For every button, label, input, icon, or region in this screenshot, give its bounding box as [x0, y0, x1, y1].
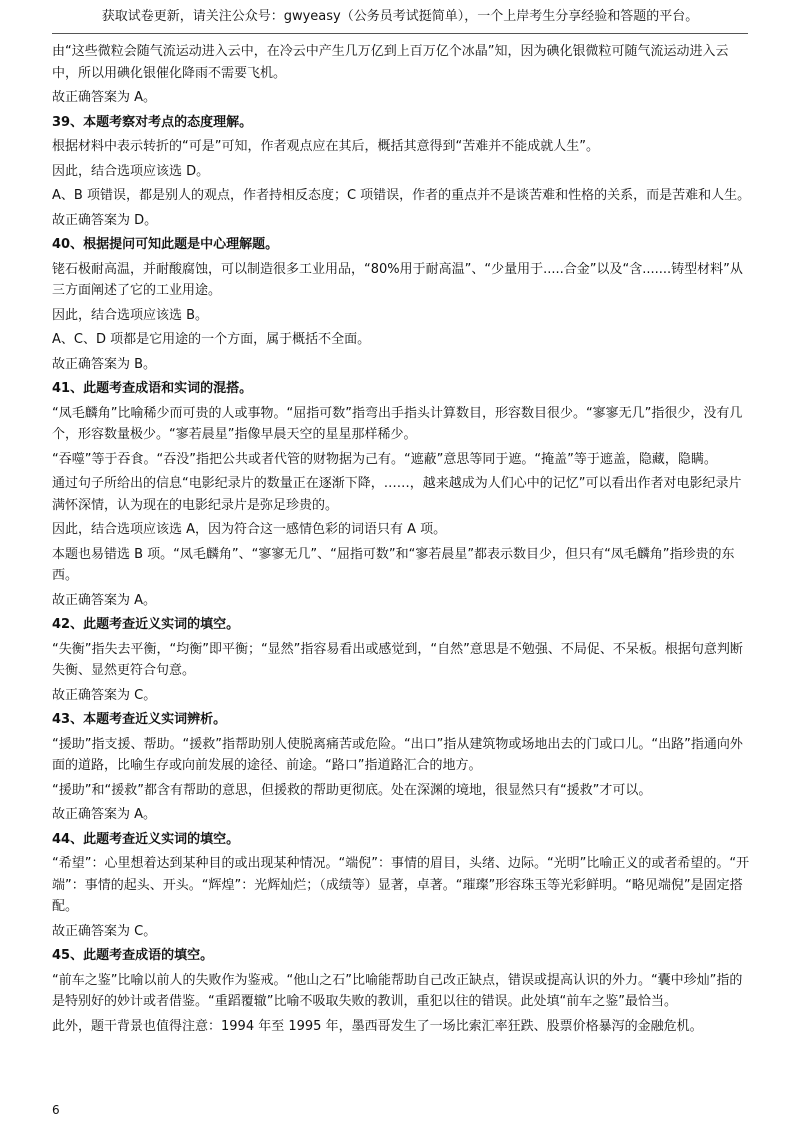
question-heading: 42、此题考查近义实词的填空。 — [52, 617, 240, 632]
paragraph: 故正确答案为 B。 — [52, 356, 157, 372]
paragraph: “希望”：心里想着达到某种目的或出现某种情况。“端倪”：事情的眉目，头绪、边际。“光明”比喻正义的或者希望的。“开端”：事情的起头、开头。“辉煌”：光辉灿烂；（成绩等）显著，卓著。“璀璨”形容珠玉等光彩鲜明。“略见端倪”是固定搭配。 — [52, 856, 750, 914]
paragraph: “凤毛麟角”比喻稀少而可贵的人或事物。“屈指可数”指弯出手指头计算数目，形容数目很少。“寥寥无几”指很少，没有几个，形容数量极少。“寥若晨星”指像早晨天空的星星那样稀少。 — [52, 405, 743, 442]
paragraph: A、B 项错误，都是别人的观点，作者持相反态度；C 项错误，作者的重点并不是谈苦难和性格的关系，而是苦难和人生。 — [52, 188, 751, 203]
header-text: 获取试卷更新，请关注公众号：gwyeasy（公务员考试挺简单），一个上岸考生分享经验和答题的平台。 — [101, 9, 699, 24]
answer-explanations — [52, 41, 752, 1037]
question-heading: 43、本题考查近义实词辨析。 — [52, 712, 227, 727]
paragraph: 通过句子所给出的信息“电影纪录片的数量正在逐渐下降，……，越来越成为人们心中的记忆”可以看出作者对电影纪录片满怀深情，认为现在的电影纪录片是弥足珍贵的。 — [52, 476, 742, 513]
paragraph: “援助”指支援、帮助。“援救”指帮助别人使脱离痛苦或危险。“出口”指从建筑物或场地出去的门或口儿。“出路”指通向外面的道路，比喻生存或向前发展的途径、前途。“路口”指道路汇合的地方。 — [52, 736, 743, 773]
paragraph: 故正确答案为 A。 — [52, 807, 157, 822]
paragraph: “援助”和“援救”都含有帮助的意思，但援救的帮助更彻底。处在深渊的境地，很显然只有“援救”才可以。 — [52, 782, 652, 798]
paragraph: 根据材料中表示转折的“可是”可知，作者观点应在其后，概括其意得到“苦难并不能成就人生”。 — [52, 139, 599, 154]
paragraph: 故正确答案为 D。 — [52, 212, 158, 228]
page-number: 6 — [52, 1103, 60, 1117]
paragraph: A、C、D 项都是它用途的一个方面，属于概括不全面。 — [52, 332, 371, 347]
header-divider — [52, 33, 748, 34]
question-heading: 45、此题考查成语的填空。 — [52, 948, 214, 963]
question-heading: 44、此题考查近义实词的填空。 — [52, 831, 240, 847]
question-heading: 39、本题考察对考点的态度理解。 — [52, 114, 253, 130]
paragraph: “吞噬”等于吞食。“吞没”指把公共或者代管的财物据为己有。“遮蔽”意思等同于遮。“掩盖”等于遮盖，隐藏，隐瞒。 — [52, 451, 717, 467]
paragraph: 本题也易错选 B 项。“凤毛麟角”、“寥寥无几”、“屈指可数”和“寥若晨星”都表示数目少，但只有“凤毛麟角”指珍贵的东西。 — [52, 546, 735, 583]
question-heading: 41、此题考查成语和实词的混搭。 — [52, 381, 253, 396]
paragraph: 故正确答案为 A。 — [52, 592, 157, 608]
paragraph: 故正确答案为 C。 — [52, 687, 157, 703]
paragraph: 由“这些微粒会随气流运动进入云中，在冷云中产生几万亿到上百万亿个冰晶”知，因为碘化银微粒可随气流运动进入云中，所以用碘化银催化降雨不需要飞机。 — [52, 44, 729, 81]
paragraph: 故正确答案为 C。 — [52, 923, 157, 939]
paragraph: 因此，结合选项应该选 B。 — [52, 307, 209, 323]
paragraph: 因此，结合选项应该选 D。 — [52, 163, 210, 179]
paragraph: 此外，题干背景也值得注意：1994 年至 1995 年，墨西哥发生了一场比索汇率狂跌、股票价格暴泻的金融危机。 — [52, 1018, 703, 1034]
paragraph: “前车之鉴”比喻以前人的失败作为鉴戒。“他山之石”比喻能帮助自己改正缺点，错误或提高认识的外力。“囊中珍灿”指的是特别好的妙计或者借鉴。“重蹈覆辙”比喻不吸取失败的教训，重犯以往的错误。此处填“前车之鉴”最恰当。 — [52, 972, 743, 1009]
paragraph: 故正确答案为 A。 — [52, 90, 157, 105]
paragraph: 因此，结合选项应该选 A，因为符合这一感情色彩的词语只有 A 项。 — [52, 522, 447, 537]
paragraph: “失衡”指失去平衡，“均衡”即平衡；“显然”指容易看出或感觉到，“自然”意思是不勉强、不局促、不呆板。根据句意判断失衡、显然更符合句意。 — [52, 641, 743, 678]
question-heading: 40、根据提问可知此题是中心理解题。 — [52, 237, 279, 252]
paragraph: 铑石极耐高温，并耐酸腐蚀，可以制造很多工业用品，“80%用于耐高温”、“少量用于.....合金”以及“含.......铸型材料”从三方面阐述了它的工业用途。 — [52, 261, 743, 298]
page-header — [0, 0, 800, 36]
